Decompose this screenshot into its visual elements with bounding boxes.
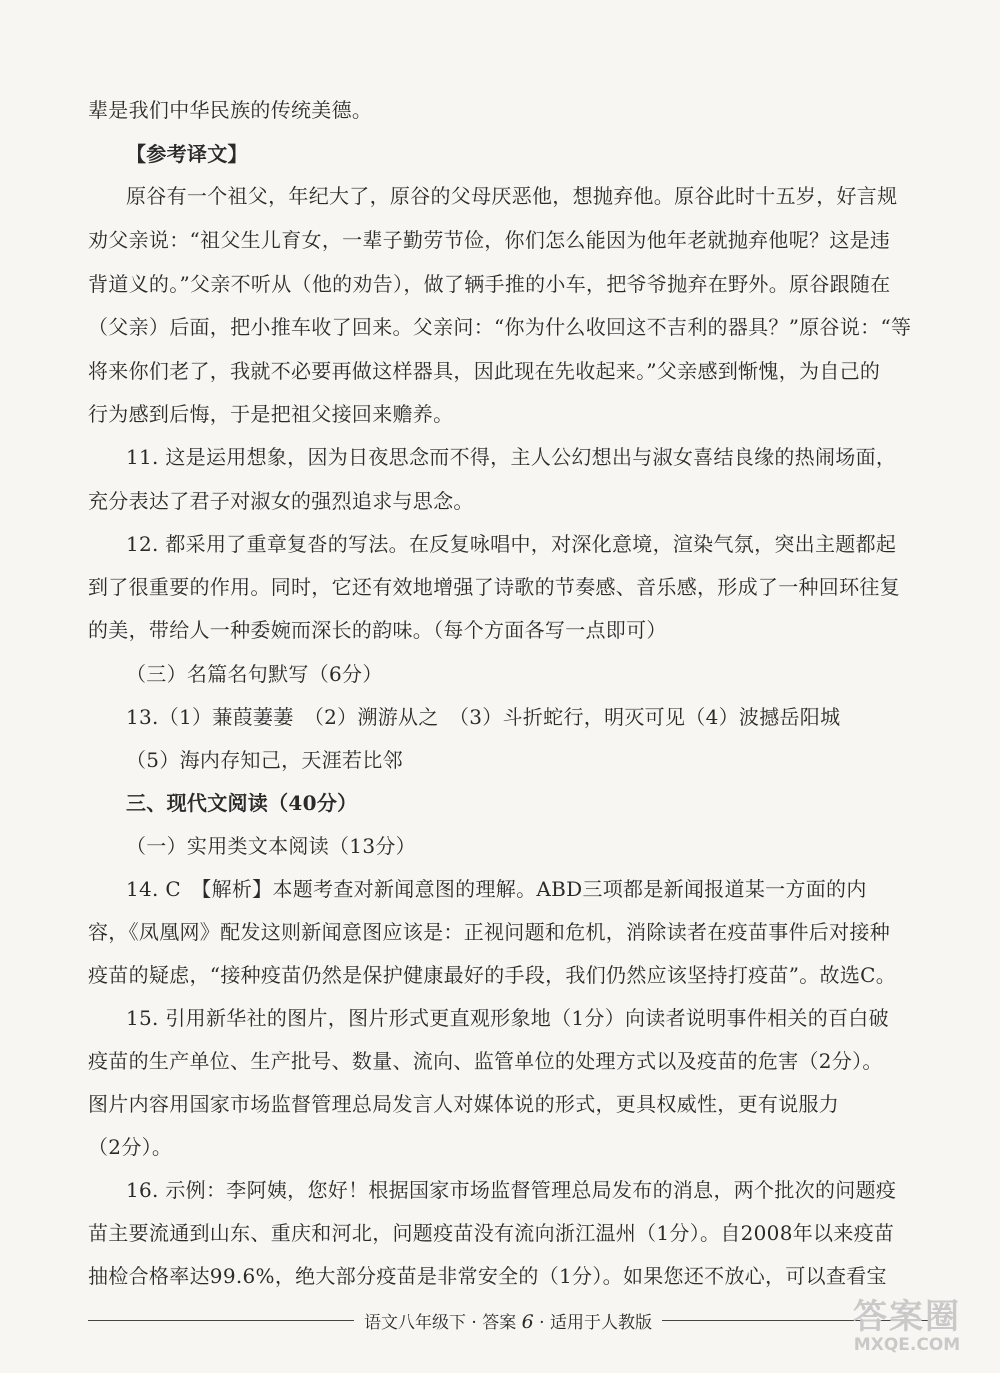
watermark-logo-text: 答案圈: [853, 1297, 961, 1337]
text-line: 14. C 【解析】本题考查对新闻意图的理解。ABD三项都是新闻报道某一方面的内: [126, 877, 867, 901]
watermark-url: MXQE.COM: [853, 1335, 961, 1355]
text-line: 容，《凤凰网》配发这则新闻意图应该是：正视问题和危机，消除读者在疫苗事件后对接种: [88, 920, 890, 944]
text-line: 抽检合格率达99.6%，绝大部分疫苗是非常安全的（1分）。如果您还不放心，可以查看宝: [88, 1264, 887, 1288]
watermark-logo: [832, 1299, 982, 1359]
section-heading: （一）实用类文本阅读（13分）: [126, 834, 416, 858]
page-footer: [88, 1305, 928, 1335]
section-heading: 【参考译文】: [126, 142, 248, 166]
text-line: （父亲）后面，把小推车收了回来。父亲问：“你为什么收回这不吉利的器具？”原谷说：“等: [88, 315, 912, 339]
text-line: 16. 示例：李阿姨，您好！根据国家市场监督管理总局发布的消息，两个批次的问题疫: [126, 1178, 897, 1202]
text-line: 11. 这是运用想象，因为日夜思念而不得，主人公幻想出与淑女喜结良缘的热闹场面，: [126, 445, 897, 469]
text-line: 辈是我们中华民族的传统美德。: [88, 98, 373, 122]
page-number: 6: [521, 1310, 534, 1333]
section-heading: 三、现代文阅读（40分）: [126, 791, 358, 815]
text-line: 15. 引用新华社的图片，图片形式更直观形象地（1分）向读者说明事件相关的百白破: [126, 1006, 889, 1030]
text-line: 12. 都采用了重章复沓的写法。在反复咏唱中，对深化意境，渲染气氛，突出主题都起: [126, 532, 897, 556]
text-line: 的美，带给人一种委婉而深长的韵味。（每个方面各写一点即可）: [88, 618, 667, 642]
footer-rule-left: [88, 1320, 354, 1321]
text-line: 背道义的。”父亲不听从（他的劝告），做了辆手推的小车，把爷爷抛弃在野外。原谷跟随在: [88, 272, 891, 296]
footer-label: [354, 1308, 662, 1333]
text-line: （5）海内存知己，天涯若比邻: [126, 748, 403, 772]
text-line: 苗主要流通到山东、重庆和河北，问题疫苗没有流向浙江温州（1分）。自2008年以来疫苗: [88, 1221, 895, 1245]
text-line: 13.（1）蒹葭萋萋 （2）溯游从之 （3）斗折蛇行，明灭可见（4）波撼岳阳城: [126, 705, 841, 729]
section-heading: （三）名篇名句默写（6分）: [126, 662, 383, 686]
text-line: 到了很重要的作用。同时，它还有效地增强了诗歌的节奏感、音乐感，形成了一种回环往复: [88, 575, 900, 599]
text-line: （2分）。: [88, 1135, 173, 1159]
text-line: 行为感到后悔，于是把祖父接回来赡养。: [88, 402, 454, 426]
text-line: 充分表达了君子对淑女的强烈追求与思念。: [88, 489, 474, 513]
footer-left-text: 语文八年级下 · 答案: [364, 1312, 517, 1333]
text-line: 图片内容用国家市场监督管理总局发言人对媒体说的形式，更具权威性，更有说服力: [88, 1092, 840, 1116]
text-line: 疫苗的生产单位、生产批号、数量、流向、监管单位的处理方式以及疫苗的危害（2分）。: [88, 1049, 883, 1073]
text-line: 将来你们老了，我就不必要再做这样器具，因此现在先收起来。”父亲感到惭愧，为自己的: [88, 359, 881, 383]
text-line: 劝父亲说：“祖父生儿育女，一辈子勤劳节俭，你们怎么能因为他年老就抛弃他呢？这是违: [88, 228, 891, 252]
text-line: 疫苗的疑虑，“接种疫苗仍然是保护健康最好的手段，我们仍然应该坚持打疫苗”。故选C。: [88, 963, 897, 987]
footer-right-text: · 适用于人教版: [539, 1312, 652, 1333]
text-line: 原谷有一个祖父，年纪大了，原谷的父母厌恶他，想抛弃他。原谷此时十五岁，好言规: [126, 184, 898, 208]
